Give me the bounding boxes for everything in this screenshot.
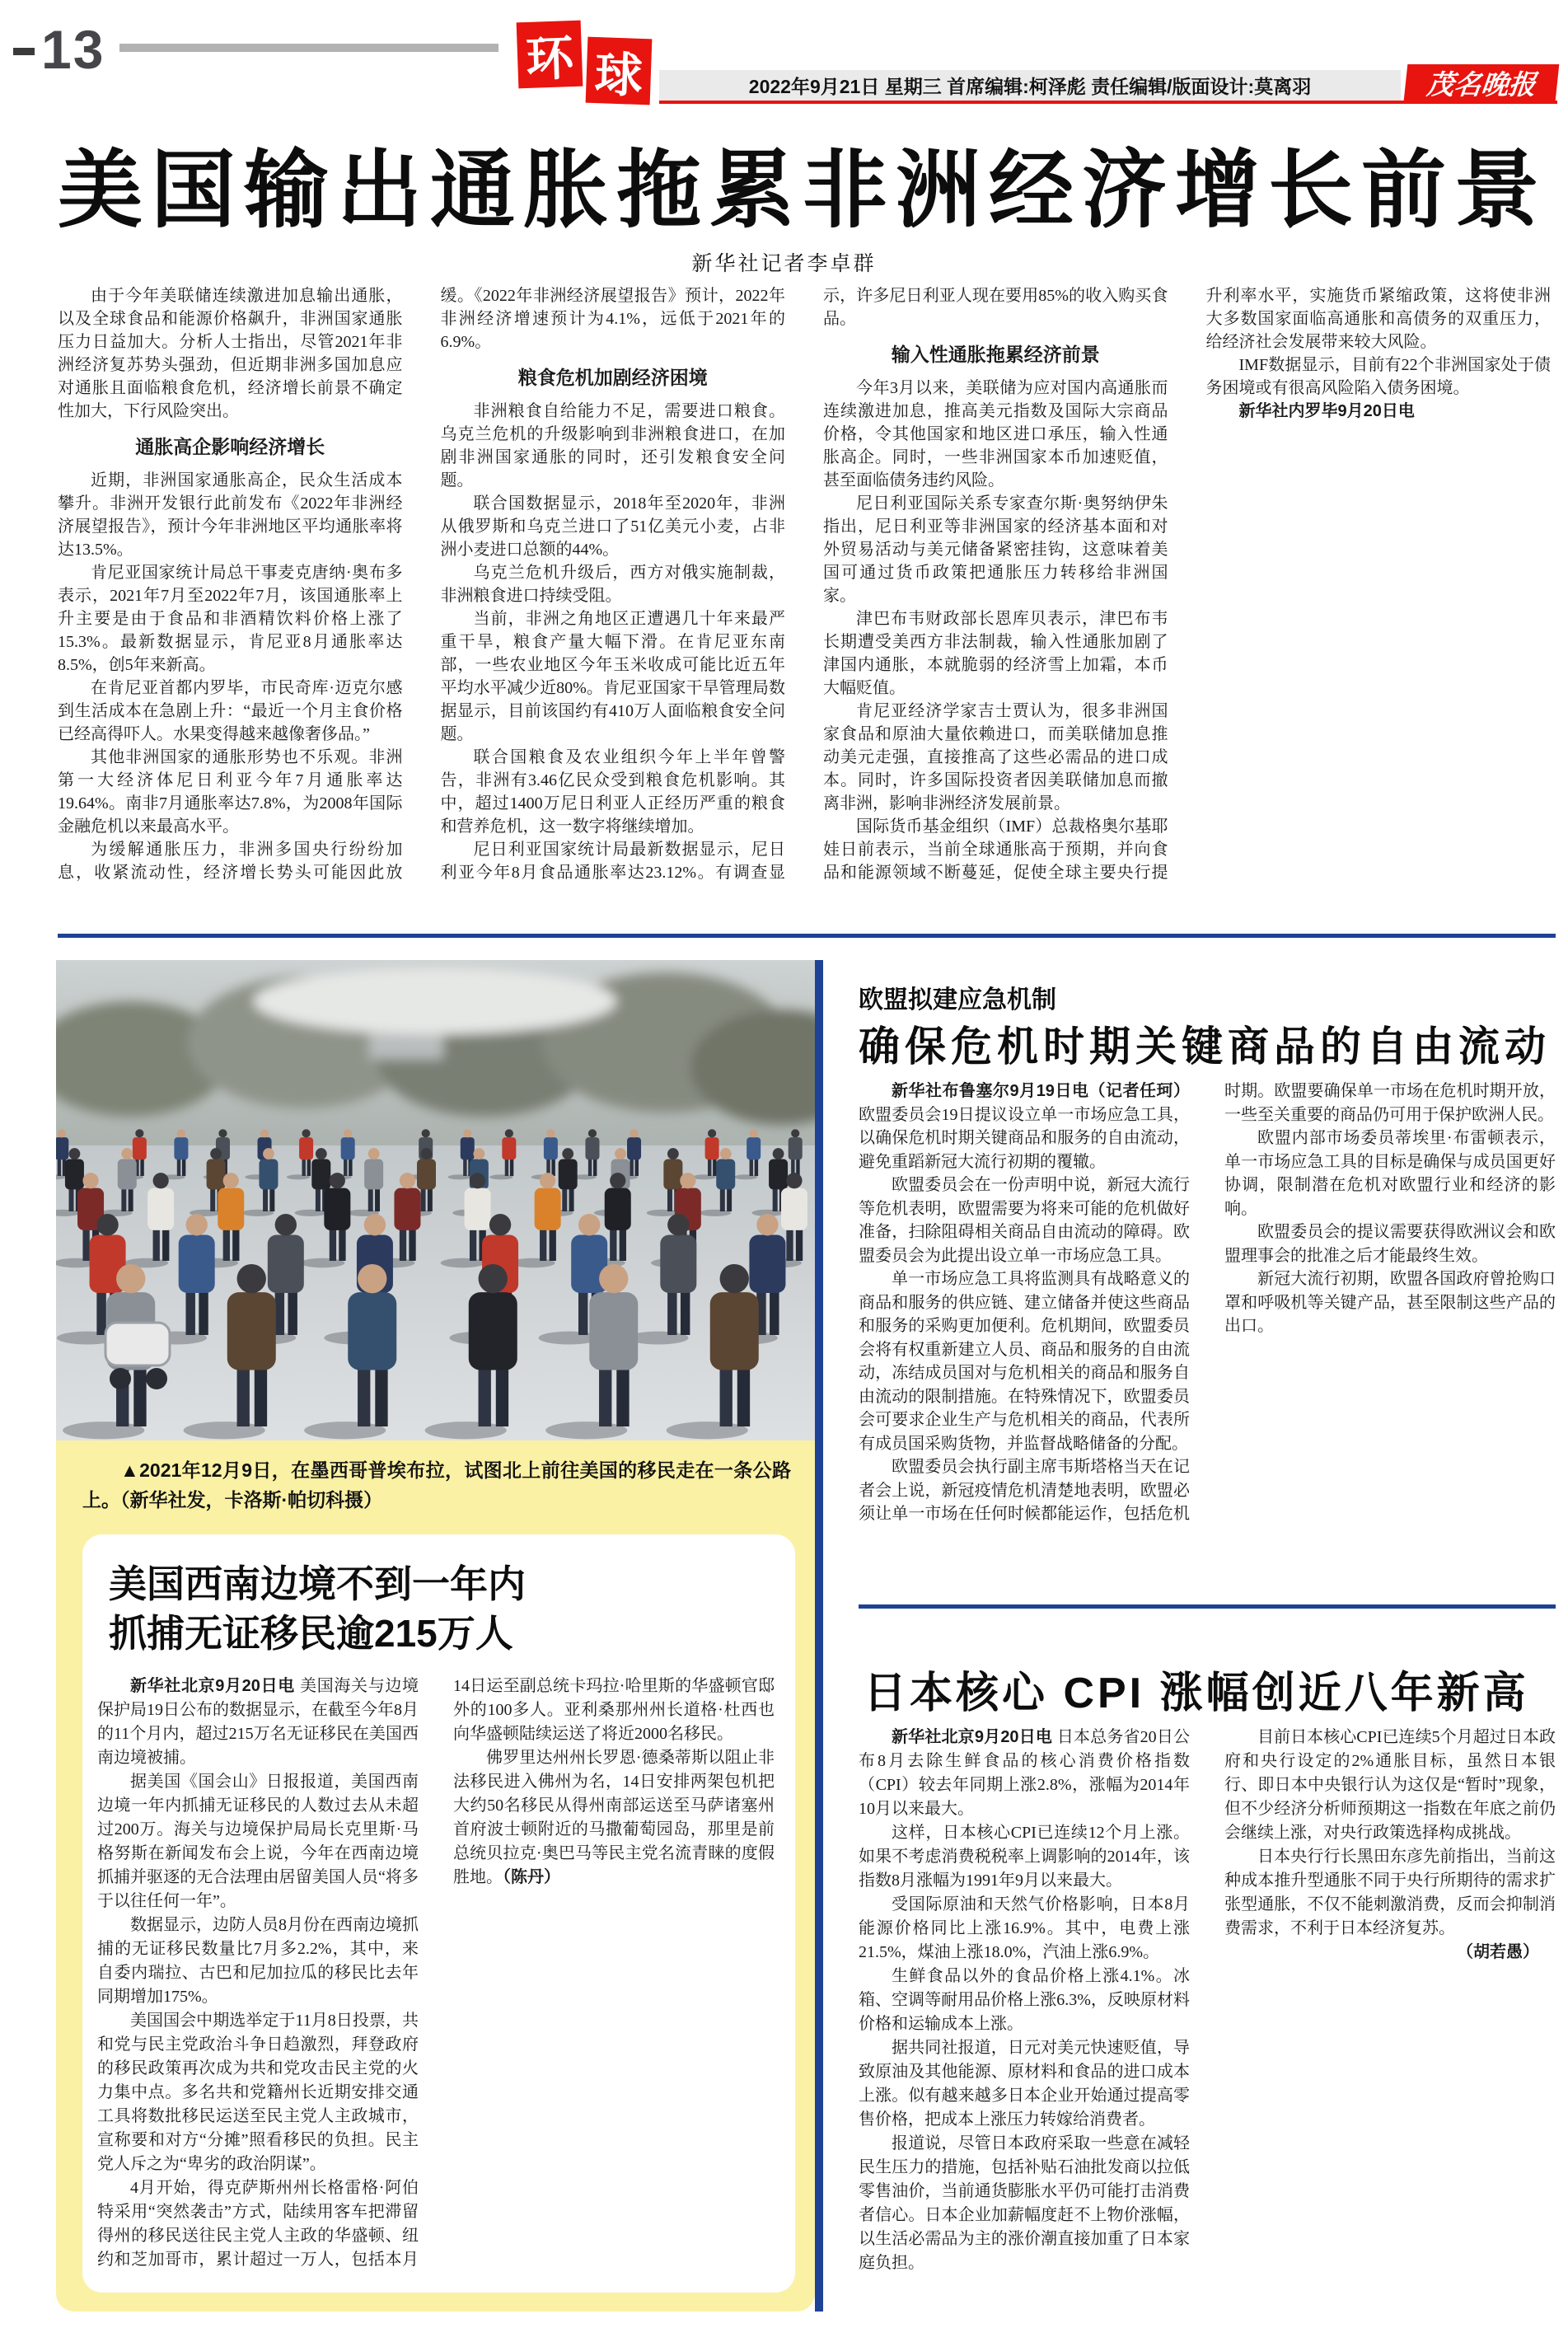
article-paragraph: 数据显示，边防人员8月份在西南边境抓捕的无证移民数量比7月多2.2%，其中，来自委内瑞拉、古巴和尼加拉瓜的移民比去年同期增加175%。	[97, 1916, 419, 2006]
header-rule	[119, 44, 498, 52]
article-paragraph: 据共同社报道，日元对美元快速贬值，导致原油及其他能源、原材料和食品的进口成本上涨。似有越来越多日本企业开始通过提高零售价格，把成本上涨压力转嫁给消费者。	[859, 2039, 1190, 2129]
article-paragraph: 4月开始，得克萨斯州州长格雷格·阿伯特采用“突然袭击”方式，陆续用客车把滞留得州的移民送往民主党人主政的华盛顿、纽约和芝加哥市，累计超过一万人，包括本月14日运至副总统卡玛拉·哈里斯的华盛顿官邸外的100多人。亚利桑那州州长道格·杜西也向华盛顿陆续运送了将近2000名移民。	[97, 1677, 775, 2269]
page-number-dash	[13, 48, 35, 55]
article-paragraph: 新华社内罗毕9月20日电	[1238, 402, 1415, 420]
article-paragraph: 联合国数据显示，2018年至2020年，非洲从俄罗斯和乌克兰进口了51亿美元小麦，占非洲小麦进口总额的44%。	[440, 494, 785, 559]
lead-headline: 美国输出通胀拖累非洲经济增长前景	[58, 143, 1547, 237]
article-paragraph: 新华社北京9月20日电 日本总务省20日公布8月去除生鲜食品的核心消费价格指数（CPI）较去年同期上涨2.8%，涨幅为2014年10月以来最大。	[859, 1728, 1191, 1818]
article-paragraph: 肯尼亚国家统计局总干事麦克唐纳·奥布多表示，2021年7月至2022年7月，该国通胀率上升主要是由于食品和非酒精饮料价格上涨了15.3%。最新数据显示，肯尼亚8月通胀率达8.5%，创5年来新高。	[58, 564, 403, 674]
article-paragraph: 欧盟委员会执行副主席韦斯塔格当天在记者会上说，新冠疫情危机清楚地表明，欧盟必须让单一市场在任何时候都能运作，包括危机时期。欧盟要确保单一市场在危机时期开放，一些至关重要的商品仍可用于保护欧洲人民。	[859, 1082, 1556, 1523]
vertical-column-rule	[815, 960, 823, 2312]
article-paragraph: 新华社北京9月20日电 美国海关与边境保护局19日公布的数据显示，在截至今年8月的11个月内，超过215万名无证移民在美国西南边境被捕。	[97, 1677, 419, 1767]
article-paragraph: 今年3月以来，美联储为应对国内高通胀而连续激进加息，推高美元指数及国际大宗商品价格，令其他国家和地区进口承压，输入性通胀高企。同时，一些非洲国家本币加速贬值，甚至面临债务违约风险。	[823, 379, 1168, 489]
article-paragraph: 乌克兰危机升级后，西方对俄实施制裁，非洲粮食进口持续受阻。	[440, 564, 785, 605]
article-paragraph: （胡若愚）	[1457, 1943, 1539, 1961]
article-paragraph: 据美国《国会山》日报报道，美国西南边境一年内抓捕无证移民的人数过去从未超过200万。海关与边境保护局局长克里斯·马格努斯在新闻发布会上说，今年在西南边境抓捕并驱逐的无合法理由居留美国人员“将多于以往任何一年”。	[97, 1773, 419, 1910]
article-paragraph: 欧盟内部市场委员蒂埃里·布雷顿表示，单一市场应急工具的目标是确保与成员国更好协调，限制潜在危机对欧盟行业和经济的影响。	[1224, 1129, 1556, 1218]
article-paragraph: 尼日利亚国家统计局最新数据显示，尼日利亚今年8月食品通胀率达23.12%。有调查显示，许多尼日利亚人现在要用85%的收入购买食品。	[440, 287, 1168, 882]
article-paragraph: 目前日本核心CPI已连续5个月超过日本政府和央行设定的2%通胀目标，虽然日本银行、即日本中央银行认为这仅是“暂时”现象，但不少经济分析师预期这一指数在年底之前仍会继续上涨，对央行政策选择构成挑战。	[1224, 1728, 1556, 1842]
eu-article-body	[859, 1080, 1556, 1549]
migrants-photo	[56, 960, 815, 1440]
masthead-logo: 茂名晚报	[1404, 64, 1560, 101]
article-paragraph: 联合国粮食及农业组织今年上半年曾警告，非洲有3.46亿民众受到粮食危机影响。其中，超过1400万尼日利亚人正经历严重的粮食和营养危机，这一数字将继续增加。	[440, 748, 785, 836]
japan-article-headline: 日本核心 CPI 涨幅创近八年新高	[864, 1670, 1529, 1717]
article-subhead: 输入性通胀拖累经济前景	[891, 344, 1100, 365]
article-paragraph: 为缓解通胀压力，非洲多国央行纷纷加息，收紧流动性，经济增长势头可能因此放缓。《2022年非洲经济展望报告》预计，2022年非洲经济增速预计为4.1%，远低于2021年的6.9%。	[58, 287, 785, 882]
article-paragraph: 日本央行行长黑田东彦先前指出，当前这种成本推升型通胀不同于央行所期待的需求扩张型通胀，不仅不能刺激消费，反而会抑制消费需求，不利于日本经济复苏。	[1224, 1848, 1556, 1937]
section-badge: 球	[586, 37, 653, 105]
article-paragraph: 美国国会中期选举定于11月8日投票，共和党与民主党政治斗争日趋激烈，拜登政府的移民政策再次成为共和党攻击民主党的火力集中点。多名共和党籍州长近期安排交通工具将数批移民运送至民主党人主政城市，宣称要和对方“分摊”照看移民的负担。民主党人斥之为“卑劣的政治阴谋”。	[97, 2012, 419, 2173]
article-paragraph: 这样，日本核心CPI已连续12个月上涨。如果不考虑消费税税率上调影响的2014年，该指数8月涨幅为1991年9月以来最大。	[859, 1824, 1190, 1890]
article-paragraph: 尼日利亚国际关系专家查尔斯·奥努纳伊朱指出，尼日利亚等非洲国家的经济基本面和对外贸易活动与美元储备紧密挂钩，这意味着美国可通过货币政策把通胀压力转移给非洲国家。	[823, 494, 1168, 605]
article-paragraph: 近期，非洲国家通胀高企，民众生活成本攀升。非洲开发银行此前发布《2022年非洲经济展望报告》，预计今年非洲地区平均通胀率将达13.5%。	[58, 471, 403, 559]
lead-article-body	[58, 284, 1551, 906]
article-paragraph: 当前，非洲之角地区正遭遇几十年来最严重干旱，粮食产量大幅下滑。在肯尼亚东南部，一些农业地区今年玉米收成可能比近五年平均水平减少近80%。肯尼亚国家干旱管理局数据显示，目前该国约有410万人面临粮食安全问题。	[440, 610, 785, 743]
article-paragraph: 新冠大流行初期，欧盟各国政府曾抢购口罩和呼吸机等关键产品，甚至限制这些产品的出口。	[1224, 1270, 1556, 1335]
eu-article-headline: 确保危机时期关键商品的自由流动	[859, 1023, 1551, 1070]
article-subhead: 通胀高企影响经济增长	[135, 436, 325, 457]
eu-article-kicker: 欧盟拟建应急机制	[859, 986, 1056, 1014]
article-paragraph: 在肯尼亚首都内罗毕，市民奇库·迈克尔感到生活成本在急剧上升：“最近一个月主食价格已经高得吓人。水果变得越来越像奢侈品。”	[58, 679, 403, 743]
article-paragraph: 受国际原油和天然气价格影响，日本8月能源价格同比上涨16.9%。其中，电费上涨21.5%，煤油上涨18.0%，汽油上涨6.9%。	[859, 1895, 1190, 1961]
section-badge: 环	[517, 21, 583, 89]
article-subhead: 粮食危机加剧经济困境	[517, 367, 708, 388]
article-paragraph: 非洲粮食自给能力不足，需要进口粮食。乌克兰危机的升级影响到非洲粮食进口，在加剧非洲国家通胀的同时，还引发粮食安全问题。	[440, 402, 785, 489]
article-paragraph: 报道说，尽管日本政府采取一些意在减轻民生压力的措施，包括补贴石油批发商以拉低零售油价，当前通货膨胀水平仍可能打击消费者信心。日本企业加薪幅度赶不上物价涨幅，以生活必需品为主的涨价潮直接加重了日本家庭负担。	[859, 2134, 1190, 2272]
japan-article-rule	[859, 1604, 1556, 1609]
article-paragraph: 生鲜食品以外的食品价格上涨4.1%。冰箱、空调等耐用品价格上涨6.3%，反映原材料价格和运输成本上涨。	[859, 1967, 1190, 2033]
article-paragraph: 单一市场应急工具将监测具有战略意义的商品和服务的供应链、建立储备并使这些商品和服务的采购更加便利。危机期间，欧盟委员会将有权重新建立人员、商品和服务的自由流动，冻结成员国对与危机相关的商品和服务自由流动的限制措施。在特殊情况下，欧盟委员会可要求企业生产与危机相关的商品，代表所有成员国采购货物，并监督战略储备的分配。	[859, 1270, 1190, 1453]
lead-byline: 新华社记者李卓群	[691, 253, 877, 275]
article-paragraph: 新华社布鲁塞尔9月19日电（记者任珂）欧盟委员会19日提议设立单一市场应急工具，以确保危机时期关键商品和服务的自由流动，避免重蹈新冠大流行初期的覆辙。	[859, 1082, 1190, 1171]
dateline: 2022年9月21日 星期三 首席编辑:柯泽彪 责任编辑/版面设计:莫离羽	[659, 70, 1401, 101]
article-paragraph: 肯尼亚经济学家吉士贾认为，很多非洲国家食品和原油大量依赖进口，而美联储加息推动美元走强，直接推高了这些必需品的进口成本。同时，许多国际投资者因美联储加息而撤离非洲，影响非洲经济发展前景。	[823, 702, 1168, 813]
header-red-rule	[659, 101, 1557, 104]
photo-caption: ▲2021年12月9日，在墨西哥普埃布拉，试图北上前往美国的移民走在一条公路上。（新华社发，卡洛斯·帕切科摄）	[82, 1459, 791, 1511]
section-divider	[58, 934, 1556, 938]
article-paragraph: 津巴布韦财政部长恩库贝表示，津巴布韦长期遭受美西方非法制裁，输入性通胀加剧了津国内通胀，本就脆弱的经济雪上加霜，本币大幅贬值。	[823, 610, 1168, 697]
article-paragraph: 其他非洲国家的通胀形势也不乐观。非洲第一大经济体尼日利亚今年7月通胀率达19.64%。南非7月通胀率达7.8%，为2008年国际金融危机以来最高水平。	[58, 748, 403, 836]
article-paragraph: 佛罗里达州州长罗恩·德桑蒂斯以阻止非法移民进入佛州为名，14日安排两架包机把大约50名移民从得州南部运送至马萨诸塞州首府波士顿附近的马撒葡萄园岛，那里是前总统贝拉克·奥巴马等民主党名流青睐的度假胜地。（陈丹）	[453, 1749, 775, 1886]
article-paragraph: IMF数据显示，目前有22个非洲国家处于债务困境或有很高风险陷入债务困境。	[1205, 356, 1551, 397]
article-paragraph: 欧盟委员会的提议需要获得欧洲议会和欧盟理事会的批准之后才能最终生效。	[1224, 1223, 1556, 1265]
border-article-headline: 美国西南边境不到一年内 抓捕无证移民逾215万人	[109, 1562, 526, 1655]
page-number: 13	[41, 19, 105, 80]
article-paragraph: 由于今年美联储连续激进加息输出通胀，以及全球食品和能源价格飙升，非洲国家通胀压力日益加大。分析人士指出，尽管2021年非洲经济复苏势头强劲，但近期非洲多国加息应对通胀且面临粮食危机，经济增长前景不确定性加大，下行风险突出。	[58, 287, 403, 420]
border-article-body	[97, 1675, 775, 2274]
article-paragraph: 国际货币基金组织（IMF）总裁格奥尔基耶娃日前表示，当前全球通胀高于预期，并向食品和能源领域不断蔓延，促使全球主要央行提升利率水平，实施货币紧缩政策，这将使非洲大多数国家面临高通胀和高债务的双重压力，给经济社会发展带来较大风险。	[823, 287, 1551, 882]
article-paragraph: 欧盟委员会在一份声明中说，新冠大流行等危机表明，欧盟需要为将来可能的危机做好准备，扫除阻碍相关商品自由流动的障碍。欧盟委员会为此提出设立单一市场应急工具。	[859, 1176, 1190, 1265]
japan-article-body	[859, 1726, 1556, 2307]
